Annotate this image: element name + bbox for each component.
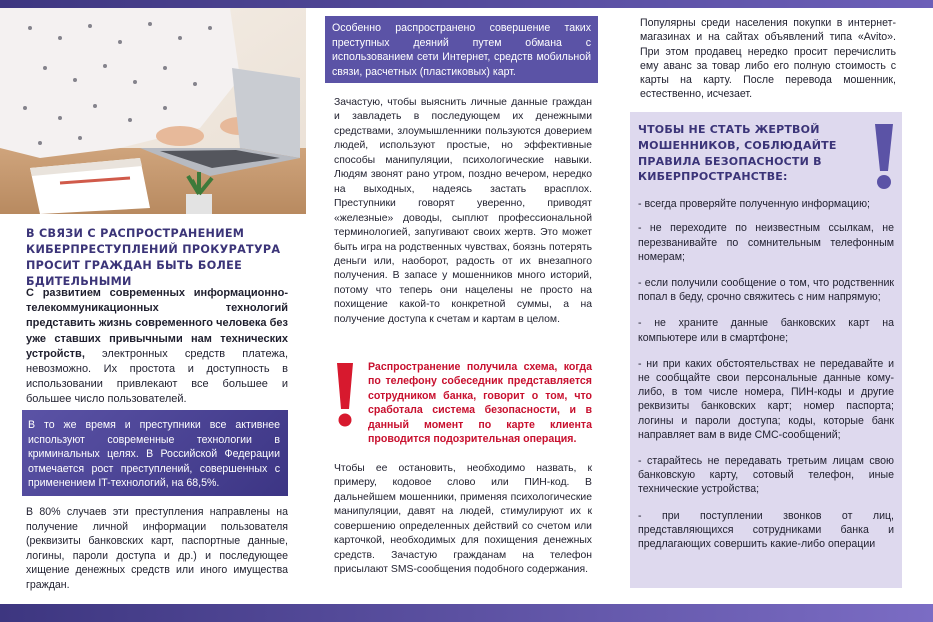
list-item: - не переходите по неизвестным ссылкам, не перезванивайте по сомнительным телефонным номерам; bbox=[638, 222, 894, 263]
column2-paragraph1: Зачастую, чтобы выяснить личные данные граждан и завладеть в последующем их денежными средствами, злоумышленники пользуются доверием людей, используют простые, но эффективные способы манипуляции, психологические навыки. Людям звонят рано утром, поздно вечером, нередко на выходных, надеясь застать врасплох. Преступники говорят уверенно, приводят «железные» доводы, сыплют профессиональной терминологией, запугивают своих жертв. Это может быть игра на родственных чувствах, боязнь потерять деньги или, наоборот, радость от их внезапного получения. В запасе у мошенников много историй, потому что теперь они нацелены не просто на похищение какой-то конкретной суммы, а на получение доступа к счетам и картам в целом. bbox=[334, 97, 592, 325]
column1-intro-bold: С развитием современных информационно-телекоммуникационных технологий представить жизнь современного человека без уже ставших привычными нам технических устройств, bbox=[26, 287, 288, 360]
safety-rules-box bbox=[630, 112, 902, 588]
column1-stats-paragraph: В 80% случаев эти преступления направлены на получение личной информации пользователя (реквизиты банковских карт, паспортные данные, логины, пароли доступа и др.) и последующее хищение денежных средств или иного имущества граждан. bbox=[26, 506, 288, 591]
column1-heading: В СВЯЗИ С РАСПРОСТРАНЕНИЕМ КИБЕРПРЕСТУПЛЕНИЙ ПРОКУРАТУРА ПРОСИТ ГРАЖДАН БЫТЬ БОЛЕЕ БДИТЕЛЬНЫМИ bbox=[26, 227, 281, 288]
column2-alert-block bbox=[334, 360, 592, 450]
list-item: - при поступлении звонков от лиц, представляющихся сотрудниками банка и предлагающих совершить какие-либо операции bbox=[638, 509, 894, 551]
list-item: - старайтесь не передавать третьим лицам свою банковскую карту, сотовый телефон, иные технические устройства; bbox=[638, 455, 894, 496]
list-item: - если получили сообщение о том, что родственник попал в беду, срочно свяжитесь с ним напрямую; bbox=[638, 277, 894, 304]
column2-highlight-box bbox=[325, 16, 598, 83]
exclamation-icon-purple bbox=[872, 124, 896, 190]
laptop-photo bbox=[0, 8, 306, 214]
list-item: - всегда проверяйте полученную информацию; bbox=[638, 198, 870, 211]
column1-highlight-text: В то же время и преступники все активнее используют современные технологии в криминальных целях. В Российской Федерации отмечается рост преступлений, совершенных с применением IT-технологий, на 68,5%. bbox=[28, 419, 280, 490]
bottom-border bbox=[0, 604, 933, 622]
column1-intro-rest: электронных средств платежа, невозможно. Их простота и доступность в использовании привлекают все большее и большее число пользователей. bbox=[26, 347, 288, 406]
list-item: - ни при каких обстоятельствах не передавайте и не сообщайте свои персональные данные кому-либо, в том числе номера, ПИН-коды и другие реквизиты банковских карт; номер паспорта; логины и пароли доступа; коды, которые банк направляет вам в виде СМС-сообщений; bbox=[638, 357, 894, 441]
column1-intro bbox=[26, 286, 288, 408]
column2-alert-text: Распространение получила схема, когда по телефону собеседник представляется сотрудником банка, говорит о том, что сработала система безопасности, и в данный момент по карте клиента проводится подозрительная операция. bbox=[368, 361, 592, 446]
safety-rules-list bbox=[638, 197, 894, 551]
column1-highlight-box bbox=[22, 410, 288, 496]
exclamation-icon-red bbox=[334, 363, 356, 427]
column3-paragraph1: Популярны среди населения покупки в интернет-магазинах и на сайтах объявлений типа «Avito». При этом продавец нередко просит перечислить ему аванс за товар либо его полную стоимость с карты на карту. После перевода мошенник, естественно, исчезает. bbox=[640, 17, 896, 101]
column2-highlight-text: Особенно распространено совершение таких преступных деяний путем обмана с использованием сети Интернет, средств мобильной связи, расчетных (пластиковых) карт. bbox=[332, 22, 591, 78]
column2-paragraph2: Чтобы ее остановить, необходимо назвать, к примеру, кодовое слово или ПИН-код. В дальнейшем мошенники, применяя психологические манипуляции, давят на людей, стимулируют их к совершению определенных действий со счетом или карточкой, необходимых для похищения денежных средств. Зачастую гражданам на телефон присылают SMS-сообщения подобного содержания. bbox=[334, 463, 592, 576]
list-item: - не храните данные банковских карт на компьютере или в смартфоне; bbox=[638, 317, 894, 344]
top-border bbox=[0, 0, 933, 8]
safety-rules-heading: ЧТОБЫ НЕ СТАТЬ ЖЕРТВОЙ МОШЕННИКОВ, СОБЛЮДАЙТЕ ПРАВИЛА БЕЗОПАСНОСТИ В КИБЕРПРОСТРАНСТВЕ: bbox=[638, 123, 837, 184]
